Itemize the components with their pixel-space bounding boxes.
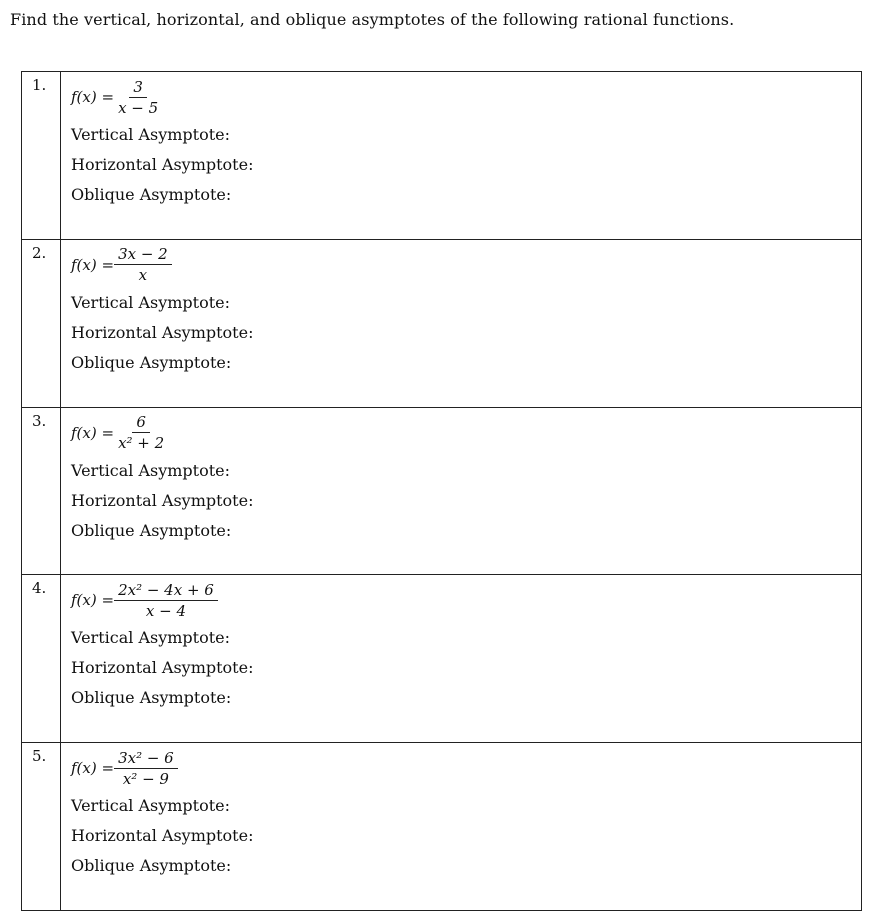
function-lhs: f(x) = bbox=[71, 88, 115, 106]
oblique-asymptote-label: Oblique Asymptote: bbox=[71, 352, 232, 372]
problem-content-cell bbox=[61, 575, 862, 743]
denominator: x − 5 bbox=[118, 98, 159, 117]
problem-content-cell bbox=[61, 407, 862, 575]
function-formula bbox=[71, 74, 861, 120]
function-lhs: f(x) = bbox=[71, 591, 115, 610]
denominator: x² − 9 bbox=[122, 769, 169, 788]
horizontal-asymptote-label: Horizontal Asymptote: bbox=[71, 155, 254, 174]
problem-number: 3. bbox=[32, 411, 47, 430]
oblique-asymptote-label: Oblique Asymptote: bbox=[71, 185, 232, 204]
problem-content-cell bbox=[61, 743, 862, 911]
function-formula bbox=[71, 410, 861, 456]
function-fraction bbox=[114, 748, 178, 789]
problems-table bbox=[21, 71, 862, 911]
vertical-asymptote-label: Vertical Asymptote: bbox=[71, 460, 231, 480]
numerator: 2x² − 4x + 6 bbox=[114, 580, 218, 601]
function-lhs: f(x) = bbox=[71, 759, 115, 778]
problem-row bbox=[22, 72, 862, 240]
numerator: 6 bbox=[132, 412, 150, 433]
denominator: x bbox=[138, 266, 148, 285]
problem-number: 4. bbox=[32, 579, 47, 598]
problem-row bbox=[22, 407, 862, 575]
oblique-asymptote-label: Oblique Asymptote: bbox=[71, 520, 232, 540]
problem-number: 2. bbox=[32, 243, 47, 262]
problem-number-cell bbox=[22, 239, 61, 407]
vertical-asymptote-label: Vertical Asymptote: bbox=[71, 796, 231, 816]
problem-row bbox=[22, 743, 862, 911]
function-fraction bbox=[114, 77, 162, 118]
numerator: 3x² − 6 bbox=[114, 748, 178, 769]
oblique-asymptote-label: Oblique Asymptote: bbox=[71, 856, 232, 876]
horizontal-asymptote-label: Horizontal Asymptote: bbox=[71, 658, 254, 678]
vertical-asymptote-label: Vertical Asymptote: bbox=[71, 292, 231, 312]
problem-row bbox=[22, 239, 862, 407]
horizontal-asymptote-label: Horizontal Asymptote: bbox=[71, 826, 254, 846]
problem-row bbox=[22, 575, 862, 743]
function-fraction bbox=[114, 412, 168, 453]
horizontal-asymptote-label: Horizontal Asymptote: bbox=[71, 322, 254, 342]
function-formula bbox=[71, 577, 861, 623]
problem-number: 5. bbox=[32, 747, 47, 766]
instructions-text: Find the vertical, horizontal, and oblique asymptotes of the following rational functions. bbox=[10, 10, 735, 29]
problem-content-cell bbox=[61, 72, 862, 240]
problem-number-cell bbox=[22, 407, 61, 575]
problem-number-cell bbox=[22, 743, 61, 911]
horizontal-asymptote-label: Horizontal Asymptote: bbox=[71, 490, 254, 510]
numerator: 3x − 2 bbox=[114, 244, 172, 265]
problem-number-cell bbox=[22, 72, 61, 240]
function-lhs: f(x) = bbox=[71, 255, 115, 274]
function-fraction bbox=[114, 244, 172, 285]
problem-content-cell bbox=[61, 239, 862, 407]
denominator: x − 4 bbox=[145, 601, 186, 620]
vertical-asymptote-label: Vertical Asymptote: bbox=[71, 628, 231, 648]
function-formula bbox=[71, 745, 861, 791]
function-fraction bbox=[114, 580, 218, 621]
oblique-asymptote-label: Oblique Asymptote: bbox=[71, 688, 232, 708]
vertical-asymptote-label: Vertical Asymptote: bbox=[71, 125, 231, 144]
numerator: 3 bbox=[129, 77, 147, 98]
function-lhs: f(x) = bbox=[71, 423, 115, 442]
function-formula bbox=[71, 242, 861, 288]
problem-number: 1. bbox=[32, 76, 47, 94]
problem-number-cell bbox=[22, 575, 61, 743]
denominator: x² + 2 bbox=[118, 434, 165, 453]
